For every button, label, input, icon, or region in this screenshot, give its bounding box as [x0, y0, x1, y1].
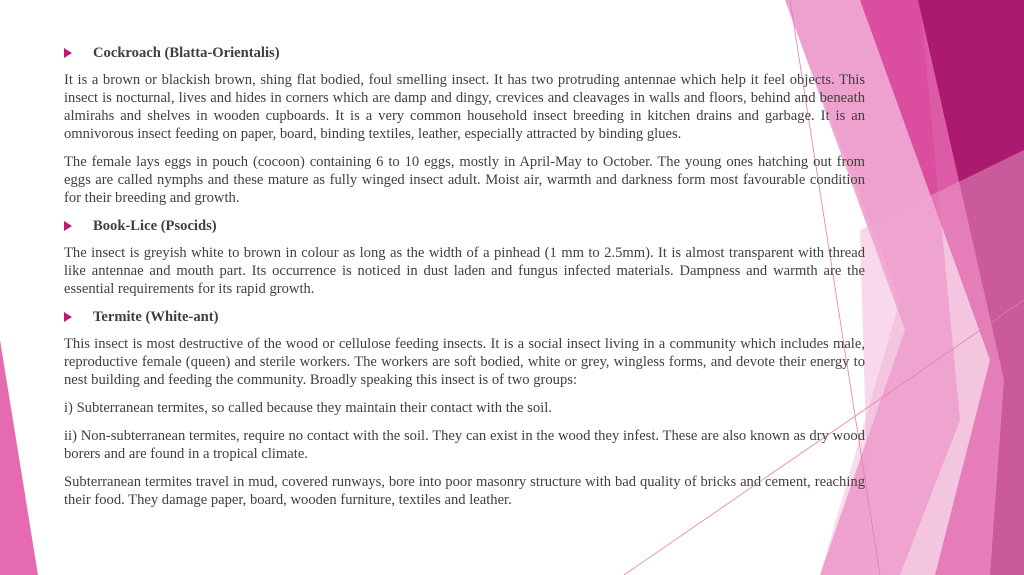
paragraph: i) Subterranean termites, so called because they maintain their contact with the soil.: [64, 400, 552, 416]
triangle-bullet-icon: [64, 221, 72, 231]
paragraph: ii) Non-subterranean termites, require no contact with the soil. They can exist in the wood they infest. These are also known as dry wood borers and are found in a tropical climate.: [64, 428, 865, 462]
section-heading-cockroach: [64, 44, 865, 62]
paragraph: The insect is greyish white to brown in colour as long as the width of a pinhead (1 mm to 2.5mm). It is almost transparent with thread like antennae and mouth part. Its occurrence is noticed in dust laden and fungus infected materials. Dampness and warmth are the essential requirements for its rapid growth.: [64, 245, 865, 297]
triangle-bullet-icon: [64, 312, 72, 322]
paragraph: It is a brown or blackish brown, shing flat bodied, foul smelling insect. It has two protruding antennae which help it feel objects. This insect is nocturnal, lives and hides in corners which are damp and dingy, crevices and cleavages in walls and floors, behind and beneath almirahs and shelves in wooden cupboards. It is a very common household insect breeding in kitchen drains and garbage. It is an omnivorous insect feeding on paper, board, binding textiles, leather, especially attracted by binding glues.: [64, 72, 865, 142]
section-heading-book-lice: [64, 217, 865, 235]
heading-text: Termite (White-ant): [93, 309, 219, 325]
paragraph: Subterranean termites travel in mud, covered runways, bore into poor masonry structure with bad quality of bricks and cement, reaching their food. They damage paper, board, wooden furniture, textiles and leather.: [64, 474, 865, 508]
triangle-bullet-icon: [64, 48, 72, 58]
paragraph: This insect is most destructive of the wood or cellulose feeding insects. It is a social insect living in a community which includes male, reproductive female (queen) and sterile workers. The workers are soft bodied, white or grey, wingless forms, and devote their energy to nest building and feeding the community. Broadly speaking this insect is of two groups:: [64, 336, 865, 388]
heading-text: Cockroach (Blatta-Orientalis): [93, 45, 280, 61]
paragraph: The female lays eggs in pouch (cocoon) containing 6 to 10 eggs, mostly in April-May to October. The young ones hatching out from eggs are called nymphs and these mature as fully winged insect adult. Moist air, warmth and darkness form most favourable condition for their breeding and growth.: [64, 154, 865, 206]
left-decor-shape: [0, 340, 38, 575]
heading-text: Book-Lice (Psocids): [93, 218, 217, 234]
section-heading-termite: [64, 308, 865, 326]
slide-content: [64, 44, 865, 519]
